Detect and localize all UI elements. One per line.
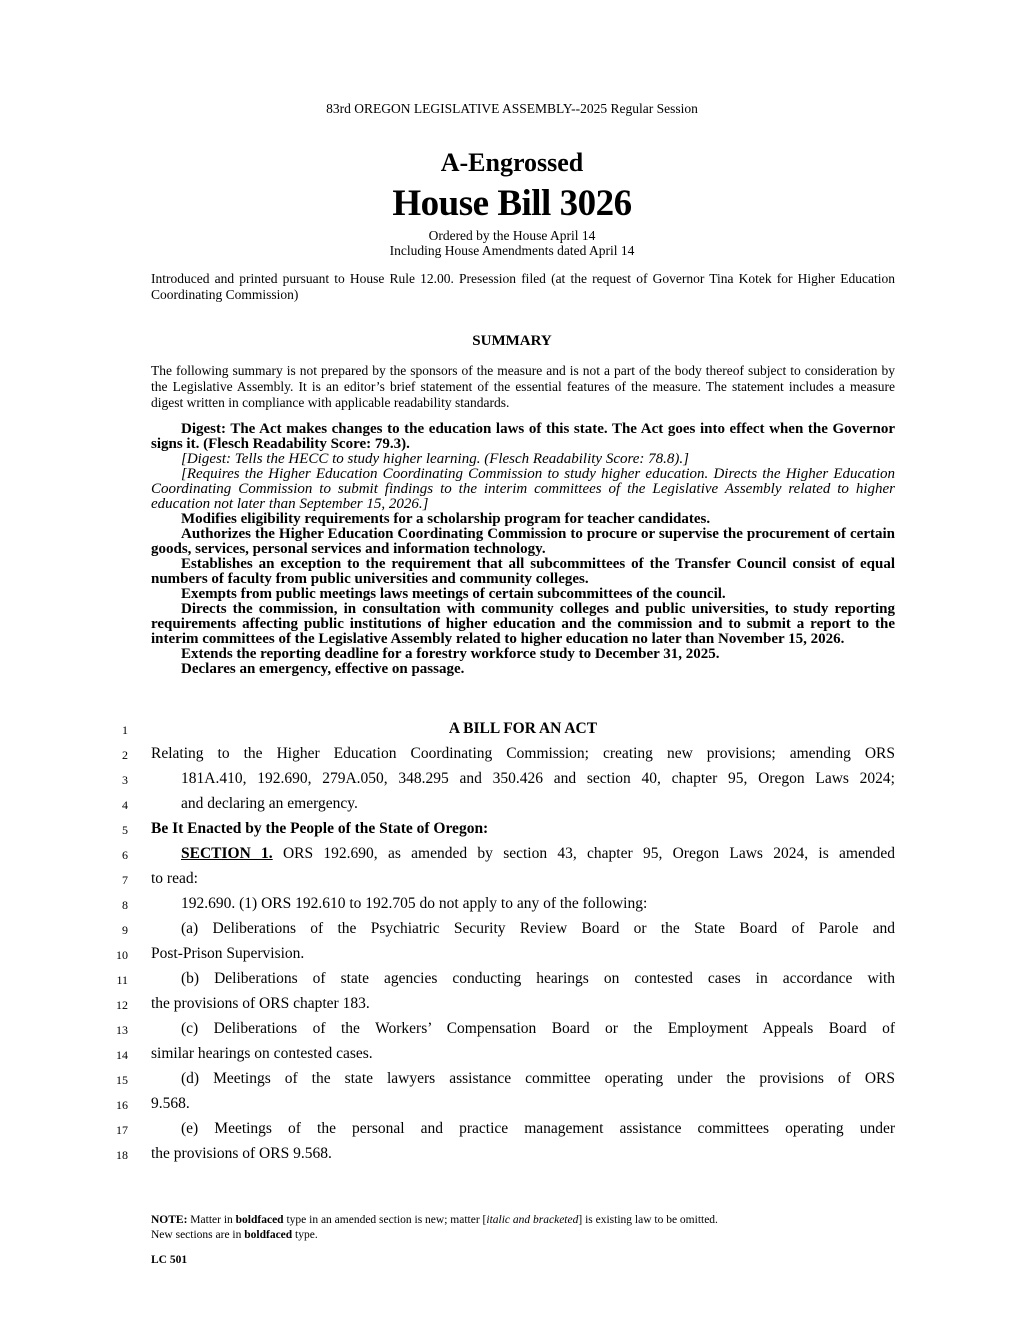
bill-text: to read:	[151, 870, 198, 887]
bill-line	[0, 945, 1024, 970]
bill-line	[0, 795, 1024, 820]
digest-exempts: Exempts from public meetings laws meetings of certain subcommittees of the council.	[181, 586, 726, 602]
bill-text: and declaring an emergency.	[181, 795, 358, 812]
note-bold: boldfaced	[235, 1214, 284, 1226]
bill-text: (c) Deliberations of the Workers’ Compensation Board or the Employment Appeals Board of	[181, 1020, 895, 1037]
bill-line	[0, 920, 1024, 945]
line-number: 10	[116, 948, 128, 962]
bill-text: Relating to the Higher Education Coordinating Commission; creating new provisions; amending ORS	[151, 745, 895, 762]
footnote	[151, 1213, 895, 1243]
line-number: 17	[116, 1123, 128, 1137]
amendments-line: Including House Amendments dated April 14	[389, 243, 635, 258]
digest-old: [Digest: Tells the HECC to study higher learning. (Flesch Readability Score: 78.8).]	[181, 451, 689, 467]
bill-line	[0, 870, 1024, 895]
bill-text: the provisions of ORS 9.568.	[151, 1145, 332, 1162]
line-number: 11	[116, 973, 128, 987]
section-label: SECTION 1.	[181, 845, 273, 862]
bill-line	[0, 770, 1024, 795]
bill-line	[0, 895, 1024, 920]
digest-modifies: Modifies eligibility requirements for a scholarship program for teacher candidates.	[181, 511, 711, 527]
line-number: 7	[122, 873, 128, 887]
assembly-session-header: 83rd OREGON LEGISLATIVE ASSEMBLY--2025 Regular Session	[326, 101, 698, 116]
note-italic: italic and bracketed	[486, 1214, 579, 1226]
line-number: 15	[116, 1073, 128, 1087]
bill-line	[0, 1020, 1024, 1045]
bill-text: 192.690. (1) ORS 192.610 to 192.705 do not apply to any of the following:	[181, 895, 648, 912]
line-number: 16	[116, 1098, 128, 1112]
line-number: 12	[116, 998, 128, 1012]
note-text: type.	[295, 1229, 318, 1241]
digest-section	[151, 422, 895, 677]
bill-line	[0, 745, 1024, 770]
note-bold: boldfaced	[244, 1229, 293, 1241]
bill-text	[181, 845, 895, 863]
digest-establishes: Establishes an exception to the requirement that all subcommittees of the Transfer Council consist of equal numbers of faculty from public universities and community colleges.	[151, 556, 895, 587]
line-number: 3	[122, 773, 128, 787]
digest-old-requires: [Requires the Higher Education Coordinating Commission to study higher education. Directs the Higher Education Coordinating Commission to submit findings to the interim committees of the Legislative Assembly related to higher education not later than September 15, 2026.]	[151, 466, 895, 512]
summary-text: The following summary is not prepared by the sponsors of the measure and is not a part of the body thereof subject to consideration by the Legislative Assembly. It is an editor’s brief statement of the essential features of the measure. The statement includes a measure digest written in compliance with applicable readability standards.	[151, 363, 895, 410]
enacting-clause: Be It Enacted by the People of the State of Oregon:	[151, 820, 489, 837]
digest-authorizes: Authorizes the Higher Education Coordinating Commission to procure or supervise the procurement of certain goods, services, personal services and information technology.	[151, 526, 895, 557]
line-number: 1	[122, 723, 128, 737]
line-number: 6	[122, 848, 128, 862]
bill-line	[0, 1095, 1024, 1120]
digest-directs: Directs the commission, in consultation with community colleges and public universities, to study reporting requirements affecting public institutions of higher education and the commission and to submit a report to the interim committees of the Legislative Assembly related to higher education no later than November 15, 2026.	[151, 601, 895, 647]
bill-text: 181A.410, 192.690, 279A.050, 348.295 and 350.426 and section 40, chapter 95, Oregon Laws 2024;	[181, 770, 895, 787]
digest-current: Digest: The Act makes changes to the education laws of this state. The Act goes into effect when the Governor signs it. (Flesch Readability Score: 79.3).	[151, 421, 895, 452]
note-text: New sections are in	[151, 1229, 242, 1241]
engrossed-label: A-Engrossed	[440, 148, 584, 177]
bill-line	[0, 1070, 1024, 1095]
bill-line	[0, 845, 1024, 870]
bill-text: (b) Deliberations of state agencies conducting hearings on contested cases in accordance with	[181, 970, 895, 987]
bill-text: 9.568.	[151, 1095, 190, 1112]
digest-declares: Declares an emergency, effective on passage.	[181, 661, 465, 677]
digest-extends: Extends the reporting deadline for a forestry workforce study to December 31, 2025.	[181, 646, 720, 662]
note-text: Matter in	[190, 1214, 233, 1226]
bill-title: House Bill 3026	[392, 183, 632, 224]
bill-line	[0, 1120, 1024, 1145]
ordered-by-line: Ordered by the House April 14	[428, 228, 596, 243]
note-label: NOTE:	[151, 1214, 188, 1226]
line-number: 9	[122, 923, 128, 937]
note-text: type in an amended section is new; matter [	[286, 1214, 487, 1226]
note-text: ] is existing law to be omitted.	[578, 1214, 718, 1226]
lc-number: LC 501	[151, 1254, 188, 1266]
line-number: 4	[122, 798, 128, 812]
line-number: 5	[122, 823, 128, 837]
bill-line	[0, 820, 1024, 845]
section-text: ORS 192.690, as amended by section 43, chapter 95, Oregon Laws 2024, is amended	[282, 845, 895, 862]
bill-line	[0, 1145, 1024, 1170]
bill-text: similar hearings on contested cases.	[151, 1045, 373, 1062]
bill-text: the provisions of ORS chapter 183.	[151, 995, 370, 1012]
bill-line	[0, 720, 1024, 745]
bill-text: (a) Deliberations of the Psychiatric Security Review Board or the State Board of Parole and	[181, 920, 895, 937]
line-number: 8	[122, 898, 128, 912]
bill-heading: A BILL FOR AN ACT	[448, 720, 598, 737]
introduction-note: Introduced and printed pursuant to House Rule 12.00. Presession filed (at the request of Governor Tina Kotek for Higher Education Coordinating Commission)	[151, 271, 895, 302]
bill-text: (d) Meetings of the state lawyers assistance committee operating under the provisions of ORS	[181, 1070, 895, 1087]
line-number: 2	[122, 748, 128, 762]
bill-text: (e) Meetings of the personal and practice management assistance committees operating under	[181, 1120, 895, 1137]
bill-text: Post-Prison Supervision.	[151, 945, 305, 962]
summary-heading: SUMMARY	[472, 333, 552, 349]
line-number: 14	[116, 1048, 128, 1062]
bill-line	[0, 970, 1024, 995]
bill-line	[0, 995, 1024, 1020]
bill-line	[0, 1045, 1024, 1070]
line-number: 18	[116, 1148, 128, 1162]
line-number: 13	[116, 1023, 128, 1037]
